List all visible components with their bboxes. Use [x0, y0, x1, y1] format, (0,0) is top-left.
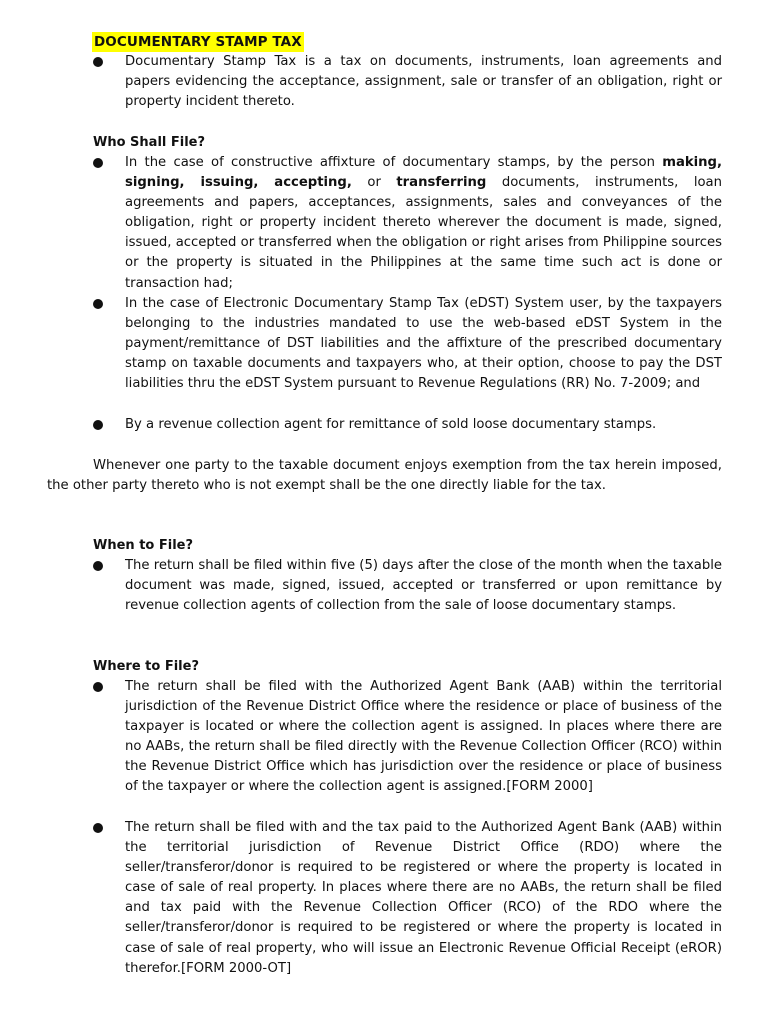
bullet-icon	[93, 561, 103, 571]
who-item-1-text-b: or	[351, 175, 397, 191]
intro-paragraph: Documentary Stamp Tax is a tax on documents, instruments, loan agreements and papers evidencing the acceptance, assignment, sale or transfer of an obligation, right or property incident thereto.	[125, 54, 722, 110]
who-shall-file-heading: Who Shall File?	[93, 135, 206, 150]
bullet-icon	[93, 823, 103, 833]
who-item-1-text-c: documents, instruments, loan agreements and papers, acceptances, assignments, sales and conveyances of the obligation, right or property incident thereto wherever the document is made, signed, issued, accepted or transferred when the obligation or right arises from Philippine sources or the property is situated in the Philippines at the same time such act is done or transaction had;	[125, 175, 722, 291]
bullet-icon	[93, 57, 103, 67]
who-item-3: By a revenue collection agent for remittance of sold loose documentary stamps.	[125, 417, 657, 432]
document-title: DOCUMENTARY STAMP TAX	[94, 34, 302, 50]
who-item-1-text-a: In the case of constructive affixture of documentary stamps, by the person	[125, 155, 663, 170]
who-item-1-bold-transferring: transferring	[396, 175, 487, 191]
where-item-2: The return shall be filed with and the tax paid to the Authorized Agent Bank (AAB) within the territorial jurisdiction of Revenue District Office (RDO) where the seller/transferor/donor is required to be registered or where the property is located in case of sale of real property. In places where there are no AABs, the return shall be filed and tax paid with the Revenue Collection Officer (RCO) of the RDO where the seller/transferor/donor is required to be registered or where the property is located in case of sale of real property, who will issue an Electronic Revenue Official Receipt (eROR) therefor.[FORM 2000-OT]	[125, 820, 722, 976]
bullet-icon	[93, 299, 103, 309]
where-to-file-heading: Where to File?	[93, 659, 199, 674]
bullet-icon	[93, 158, 103, 168]
bullet-icon	[93, 682, 103, 692]
where-item-1: The return shall be filed with the Authorized Agent Bank (AAB) within the territorial jurisdiction of the Revenue District Office where the residence or place of business of the taxpayer is located or where the collection agent is assigned. In places where there are no AABs, the return shall be filed directly with the Revenue Collection Officer (RCO) within the Revenue District Office which has jurisdiction over the residence or place of business of the taxpayer or where the collection agent is assigned.[FORM 2000]	[125, 679, 722, 795]
when-to-file-heading: When to File?	[93, 538, 194, 553]
when-item-1: The return shall be filed within five (5) days after the close of the month when the taxable document was made, signed, issued, accepted or transferred or upon remittance by revenue collection agents of collection from the sale of loose documentary stamps.	[125, 558, 722, 614]
who-item-1	[125, 153, 722, 294]
bullet-icon	[93, 420, 103, 430]
exemption-paragraph: Whenever one party to the taxable document enjoys exemption from the tax herein imposed, the other party thereto who is not exempt shall be the one directly liable for the tax.	[47, 458, 722, 494]
who-item-1-bold-verbs: making, signing, issuing, accepting,	[125, 155, 722, 191]
who-item-2: In the case of Electronic Documentary Stamp Tax (eDST) System user, by the taxpayers belonging to the industries mandated to use the web-based eDST System in the payment/remittance of DST liabilities and the affixture of the prescribed documentary stamp on taxable documents and taxpayers who, at their option, choose to pay the DST liabilities thru the eDST System pursuant to Revenue Regulations (RR) No. 7-2009; and	[125, 296, 722, 392]
